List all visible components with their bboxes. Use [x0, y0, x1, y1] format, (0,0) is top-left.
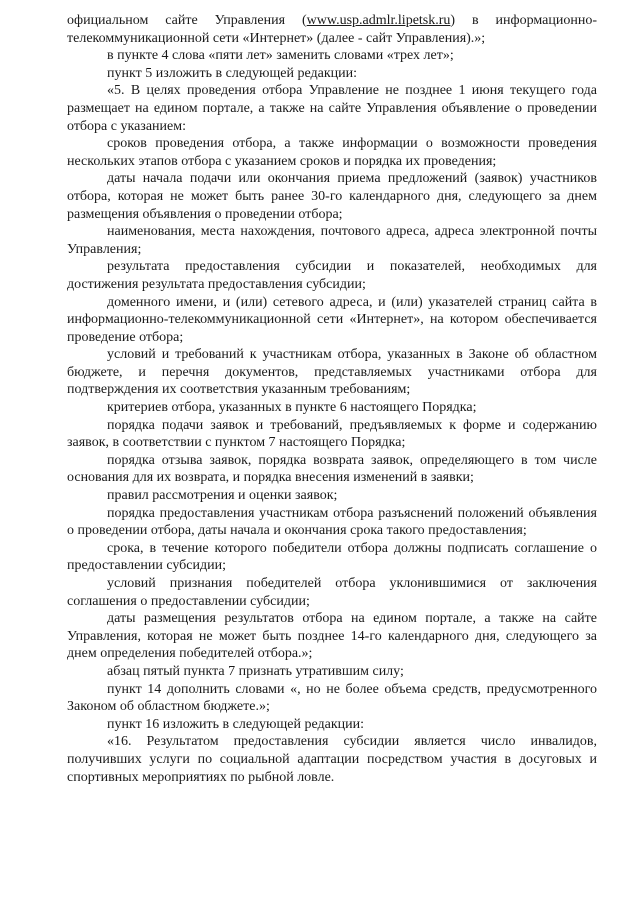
website-link[interactable]: www.usp.admlr.lipetsk.ru	[306, 13, 451, 28]
paragraph: критериев отбора, указанных в пункте 6 настоящего Порядка;	[107, 400, 477, 416]
paragraph: наименования, места нахождения, почтового адреса, адреса электронной почты Управления;	[67, 224, 597, 257]
paragraph: пункт 14 дополнить словами «, но не более объема средств, предусмотренного Законом об областном бюджете.»;	[67, 681, 597, 715]
paragraph: сроков проведения отбора, а также информации о возможности проведения нескольких этапов отбора с указанием сроков и порядка их проведения;	[67, 136, 597, 169]
paragraph: порядка предоставления участникам отбора разъяснений положений объявления о проведении отбора, даты начала и окончания срока такого предоставления;	[67, 505, 597, 539]
paragraph: срока, в течение которого победители отбора должны подписать соглашение о предоставлении субсидии;	[67, 540, 597, 574]
paragraph: условий признания победителей отбора уклонившимися от заключения соглашения о предоставлении субсидии;	[67, 576, 597, 609]
paragraph: абзац пятый пункта 7 признать утратившим силу;	[107, 663, 404, 679]
paragraph: условий и требований к участникам отбора, указанных в Законе об областном бюджете, и перечня документов, представляемых участниками отбора для подтверждения их соответствия указанным требованиям;	[67, 347, 597, 398]
paragraph: правил рассмотрения и оценки заявок;	[107, 488, 338, 504]
paragraph: «16. Результатом предоставления субсидии является число инвалидов, получивших услуги по социальной адаптации посредством участия в досуговых и спортивных мероприятиях по рыбной ловле.	[67, 734, 597, 785]
paragraph: пункт 16 изложить в следующей редакции:	[107, 716, 364, 732]
intro-text-after-link: ) в информационно-телекоммуникационной сети «Интернет» (далее - сайт Управления).»;	[67, 13, 597, 46]
paragraph: в пункте 4 слова «пяти лет» заменить словами «трех лет»;	[107, 48, 454, 64]
paragraph: порядка подачи заявок и требований, предъявляемых к форме и содержанию заявок, в соответствии с пунктом 7 настоящего Порядка;	[67, 417, 597, 451]
paragraph: порядка отзыва заявок, порядка возврата заявок, определяющего в том числе основания для их возврата, и порядка внесения изменений в заявки;	[67, 452, 597, 486]
paragraph: результата предоставления субсидии и показателей, необходимых для достижения результата предоставления субсидии;	[67, 259, 597, 292]
document-page	[67, 12, 597, 786]
paragraph: даты размещения результатов отбора на едином портале, а также на сайте Управления, которая не может быть позднее 14-го календарного дня, следующего за днем определения победителей отбора.»;	[67, 611, 597, 662]
paragraph: пункт 5 изложить в следующей редакции:	[107, 65, 357, 81]
paragraph: доменного имени, и (или) сетевого адреса, и (или) указателей страниц сайта в информационно-телекоммуникационной сети «Интернет», на котором обеспечивается проведение отбора;	[67, 294, 597, 345]
paragraph-intro	[67, 12, 597, 47]
paragraph: даты начала подачи или окончания приема предложений (заявок) участников отбора, которая не может быть ранее 30-го календарного дня, следующего за днем размещения объявления о проведении отбора;	[67, 171, 597, 222]
intro-text-before-link: официальном сайте Управления (	[67, 13, 307, 28]
paragraph: «5. В целях проведения отбора Управление не позднее 1 июня текущего года размещает на едином портале, а также на сайте Управления объявление о проведении отбора с указанием:	[67, 83, 597, 134]
